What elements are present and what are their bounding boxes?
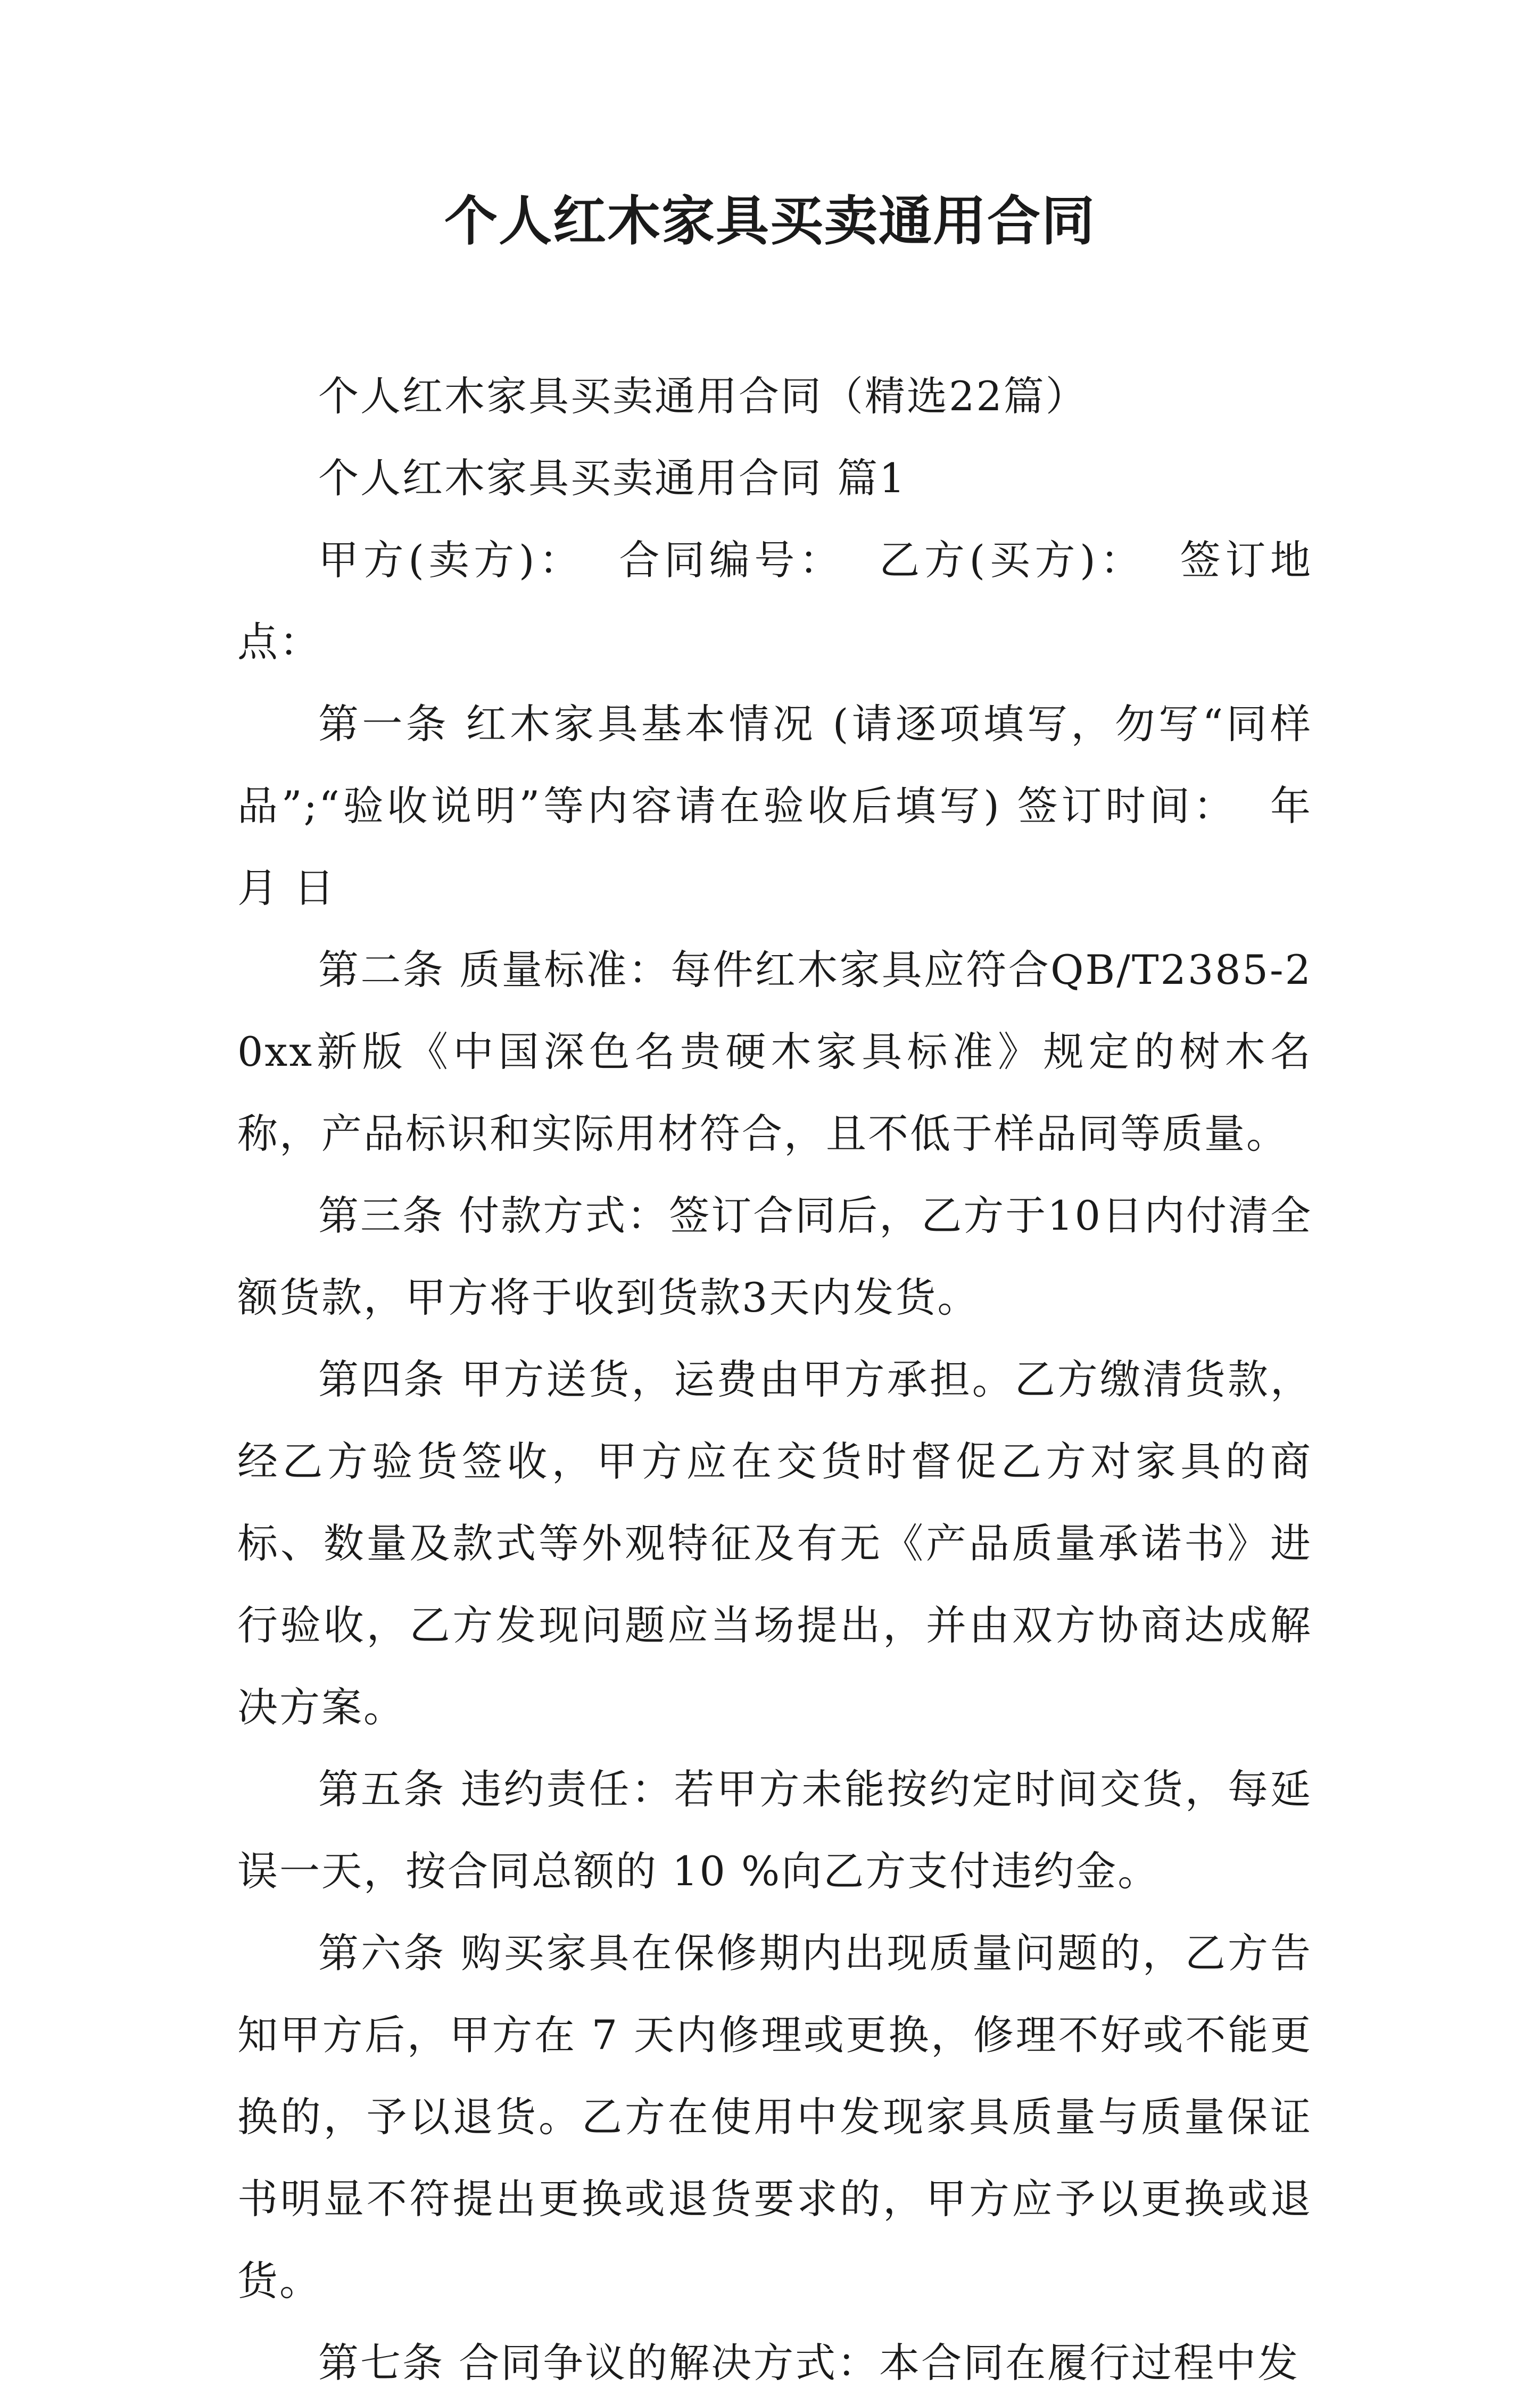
paragraph-article-5: 第五条 违约责任：若甲方未能按约定时间交货，每延误一天，按合同总额的 10 %向乙方支付违约金。 bbox=[237, 1765, 1312, 1895]
paragraph-subtitle: 个人红木家具买卖通用合同（精选22篇） bbox=[318, 372, 1088, 420]
paragraph-article-6: 第六条 购买家具在保修期内出现质量问题的，乙方告知甲方后，甲方在 7 天内修理或更换，修理不好或不能更换的，予以退货。乙方在使用中发现家具质量与质量保证书明显不符提出更换或退货要求的，甲方应予以更换或退货。 bbox=[237, 1929, 1312, 2304]
paragraph-article-7: 第七条 合同争议的解决方式：本合同在履行过程中发 bbox=[318, 2339, 1300, 2386]
paragraph-article-4: 第四条 甲方送货，运费由甲方承担。乙方缴清货款，经乙方验货签收，甲方应在交货时督促乙方对家具的商标、数量及款式等外观特征及有无《产品质量承诺书》进行验收，乙方发现问题应当场提出，并由双方协商达成解决方案。 bbox=[237, 1356, 1312, 1731]
paragraph-section-heading: 个人红木家具买卖通用合同 篇1 bbox=[318, 454, 907, 502]
paragraph-article-1: 第一条 红木家具基本情况 (请逐项填写，勿写“同样品”;“验收说明”等内容请在验收后填写) 签订时间： 年 月 日 bbox=[237, 700, 1327, 911]
document-title: 个人红木家具买卖通用合同 bbox=[444, 189, 1096, 252]
paragraph-article-3: 第三条 付款方式：签订合同后，乙方于10日内付清全额货款，甲方将于收到货款3天内发货。 bbox=[237, 1192, 1312, 1321]
paragraph-parties: 甲方(卖方)： 合同编号： 乙方(买方)： 签订地点： bbox=[237, 536, 1312, 666]
paragraph-article-2: 第二条 质量标准：每件红木家具应符合QB/T2385-20xx新版《中国深色名贵硬木家具标准》规定的树木名称，产品标识和实际用材符合，且不低于样品同等质量。 bbox=[237, 946, 1312, 1157]
document-body bbox=[237, 355, 1327, 2404]
